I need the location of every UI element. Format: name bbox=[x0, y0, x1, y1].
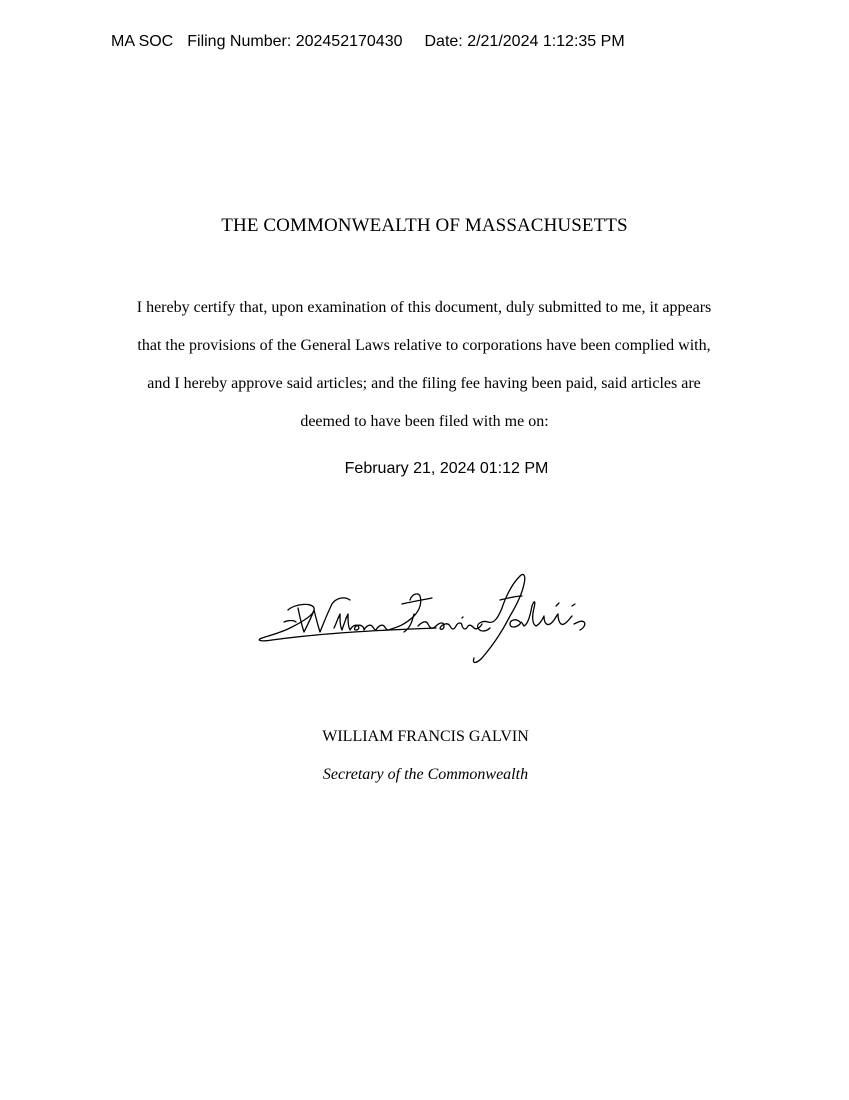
certification-line-3: and I hereby approve said articles; and the filing fee having been paid, said articles are bbox=[147, 375, 701, 392]
signer-name: WILLIAM FRANCIS GALVIN bbox=[322, 728, 529, 745]
filing-header bbox=[111, 32, 625, 52]
filing-date: Date: 2/21/2024 1:12:35 PM bbox=[424, 33, 625, 50]
certification-line-4: deemed to have been filed with me on: bbox=[300, 413, 549, 430]
certification-line-1: I hereby certify that, upon examination of this document, duly submitted to me, it appears bbox=[136, 299, 712, 316]
filed-date: February 21, 2024 01:12 PM bbox=[344, 460, 549, 477]
document-title: THE COMMONWEALTH OF MASSACHUSETTS bbox=[221, 215, 628, 236]
certification-line-2: that the provisions of the General Laws relative to corporations have been complied with, bbox=[137, 337, 711, 354]
agency-label: MA SOC bbox=[111, 33, 174, 50]
signature-strokes bbox=[259, 574, 585, 662]
handwritten-signature bbox=[254, 566, 610, 670]
signer-title: Secretary of the Commonwealth bbox=[322, 766, 529, 783]
filing-number: Filing Number: 202452170430 bbox=[187, 33, 403, 50]
